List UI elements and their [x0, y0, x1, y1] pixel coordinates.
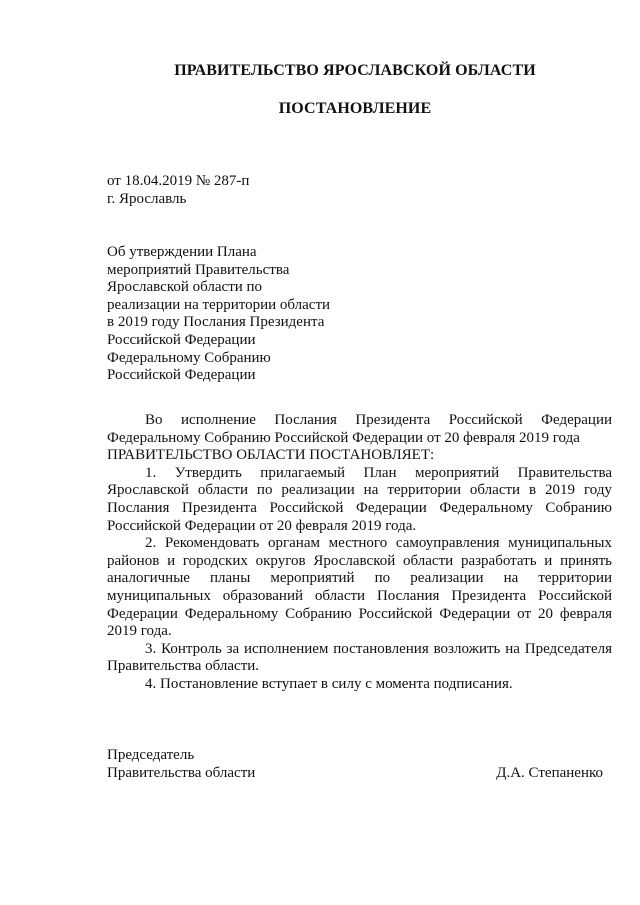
intro-line: Во исполнение Послания Президента Российской Федерации — [145, 412, 612, 428]
subject-line: Об утверждении Плана — [107, 244, 257, 260]
item-2-line: районов и городских округов Ярославской области разработать и принять — [107, 552, 612, 569]
item-2-line: 2019 года. — [107, 623, 172, 640]
signature-block — [107, 747, 255, 782]
item-3-line: 3. Контроль за исполнением постановления возложить на Председателя — [145, 640, 612, 657]
document-meta — [107, 173, 249, 208]
item-2-line: аналогичные планы мероприятий по реализации на территории — [107, 570, 612, 587]
item-2-line: муниципальных образований области Послания Президента Российской — [107, 587, 612, 604]
subject-line: мероприятий Правительства — [107, 261, 290, 278]
subject-line: в 2019 году Послания Президента — [107, 314, 325, 331]
signatory-title: Правительства области — [107, 764, 256, 781]
item-2-line: Федерации Федеральному Собранию Российской Федерации от 20 февраля — [107, 605, 612, 622]
item-1-line: Послания Президента Российской Федерации Федеральному Собранию — [107, 499, 612, 516]
item-2-line: 2. Рекомендовать органам местного самоуправления муниципальных — [145, 535, 612, 552]
intro-line: Федеральному Собранию Российской Федерации от 20 февраля 2019 года — [107, 429, 580, 446]
item-1-line: 1. Утвердить прилагаемый План мероприятий Правительства — [145, 464, 612, 481]
subject-block — [107, 244, 330, 385]
subject-line: Российской Федерации — [107, 331, 256, 348]
subject-line: Российской Федерации — [107, 367, 256, 384]
date-number: от 18.04.2019 № 287-п — [107, 173, 250, 189]
item-1-line: Ярославской области по реализации на территории области в 2019 году — [107, 482, 612, 499]
resolves-line: ПРАВИТЕЛЬСТВО ОБЛАСТИ ПОСТАНОВЛЯЕТ: — [107, 447, 435, 464]
item-1-line: Российской Федерации от 20 февраля 2019 года. — [107, 517, 417, 534]
subject-line: реализации на территории области — [107, 296, 331, 313]
document-type-heading: ПОСТАНОВЛЕНИЕ — [278, 100, 432, 117]
item-4-line: 4. Постановление вступает в силу с момента подписания. — [145, 675, 513, 692]
signatory-title: Председатель — [107, 747, 195, 763]
city: г. Ярославль — [107, 190, 187, 207]
subject-line: Федеральному Собранию — [107, 349, 271, 366]
subject-line: Ярославской области по — [107, 279, 263, 296]
body-text — [107, 412, 612, 694]
organization-heading: ПРАВИТЕЛЬСТВО ЯРОСЛАВСКОЙ ОБЛАСТИ — [174, 62, 536, 79]
item-3-line: Правительства области. — [107, 658, 260, 675]
signatory-name: Д.А. Степаненко — [496, 765, 603, 781]
